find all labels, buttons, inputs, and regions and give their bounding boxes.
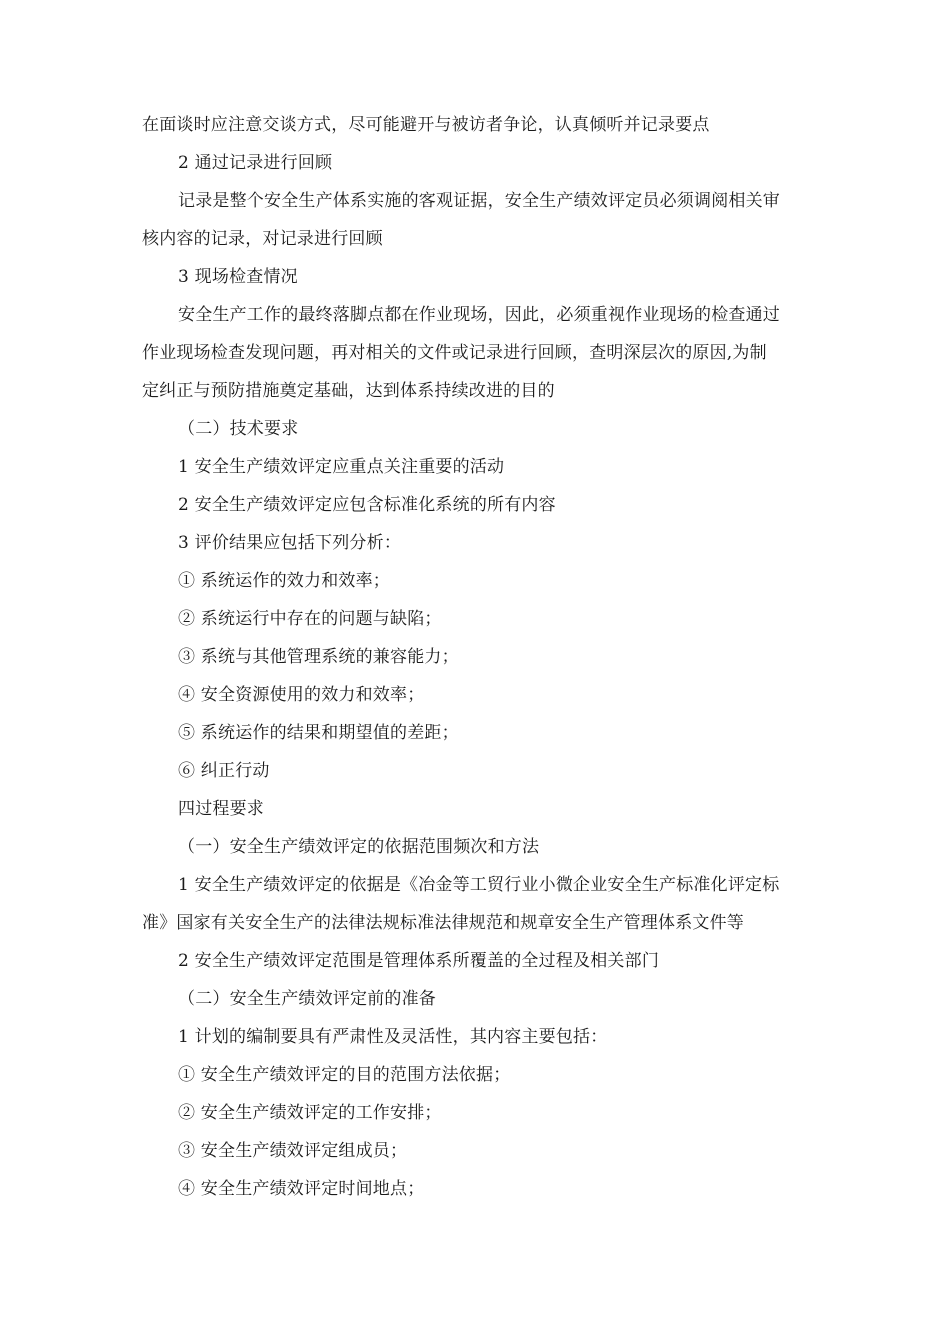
sub-list-item: ③ 安全生产绩效评定组成员； xyxy=(178,1141,408,1161)
list-item: 3 评价结果应包括下列分析： xyxy=(178,533,402,553)
paragraph-line: 记录是整个安全生产体系实施的客观证据，安全生产绩效评定员必须调阅相关审 xyxy=(178,191,780,211)
section-heading: 四过程要求 xyxy=(178,799,264,819)
sub-list-item: ② 系统运行中存在的问题与缺陷； xyxy=(178,609,442,629)
list-item: 1 计划的编制要具有严肃性及灵活性，其内容主要包括： xyxy=(178,1027,608,1047)
sub-list-item: ④ 安全资源使用的效力和效率； xyxy=(178,685,425,705)
sub-list-item: ② 安全生产绩效评定的工作安排； xyxy=(178,1103,442,1123)
section-heading: （一）安全生产绩效评定的依据范围频次和方法 xyxy=(178,837,540,857)
paragraph-line: 定纠正与预防措施奠定基础，达到体系持续改进的目的 xyxy=(142,381,555,401)
sub-list-item: ① 系统运作的效力和效率； xyxy=(178,571,391,591)
paragraph-line: 1 安全生产绩效评定的依据是《冶金等工贸行业小微企业安全生产标准化评定标 xyxy=(178,875,780,895)
section-heading: （二）安全生产绩效评定前的准备 xyxy=(178,989,436,1009)
document-body xyxy=(142,115,822,1217)
section-heading: （二）技术要求 xyxy=(178,419,299,439)
list-item: 2 安全生产绩效评定范围是管理体系所覆盖的全过程及相关部门 xyxy=(178,951,660,971)
sub-list-item: ⑥ 纠正行动 xyxy=(178,761,270,781)
sub-list-item: ① 安全生产绩效评定的目的范围方法依据； xyxy=(178,1065,511,1085)
sub-list-item: ③ 系统与其他管理系统的兼容能力； xyxy=(178,647,459,667)
paragraph-line: 准》国家有关安全生产的法律法规标准法律规范和规章安全生产管理体系文件等 xyxy=(142,913,744,933)
list-item: 2 安全生产绩效评定应包含标准化系统的所有内容 xyxy=(178,495,556,515)
paragraph-line: 在面谈时应注意交谈方式，尽可能避开与被访者争论，认真倾听并记录要点 xyxy=(142,115,710,135)
paragraph-line: 核内容的记录，对记录进行回顾 xyxy=(142,229,383,249)
paragraph-line: 作业现场检查发现问题，再对相关的文件或记录进行回顾，查明深层次的原因,为制 xyxy=(142,343,767,363)
list-item: 1 安全生产绩效评定应重点关注重要的活动 xyxy=(178,457,505,477)
paragraph-line: 安全生产工作的最终落脚点都在作业现场，因此，必须重视作业现场的检查通过 xyxy=(178,305,780,325)
section-heading: 3 现场检查情况 xyxy=(178,267,298,287)
sub-list-item: ⑤ 系统运作的结果和期望值的差距； xyxy=(178,723,459,743)
sub-list-item: ④ 安全生产绩效评定时间地点； xyxy=(178,1179,425,1199)
section-heading: 2 通过记录进行回顾 xyxy=(178,153,333,173)
